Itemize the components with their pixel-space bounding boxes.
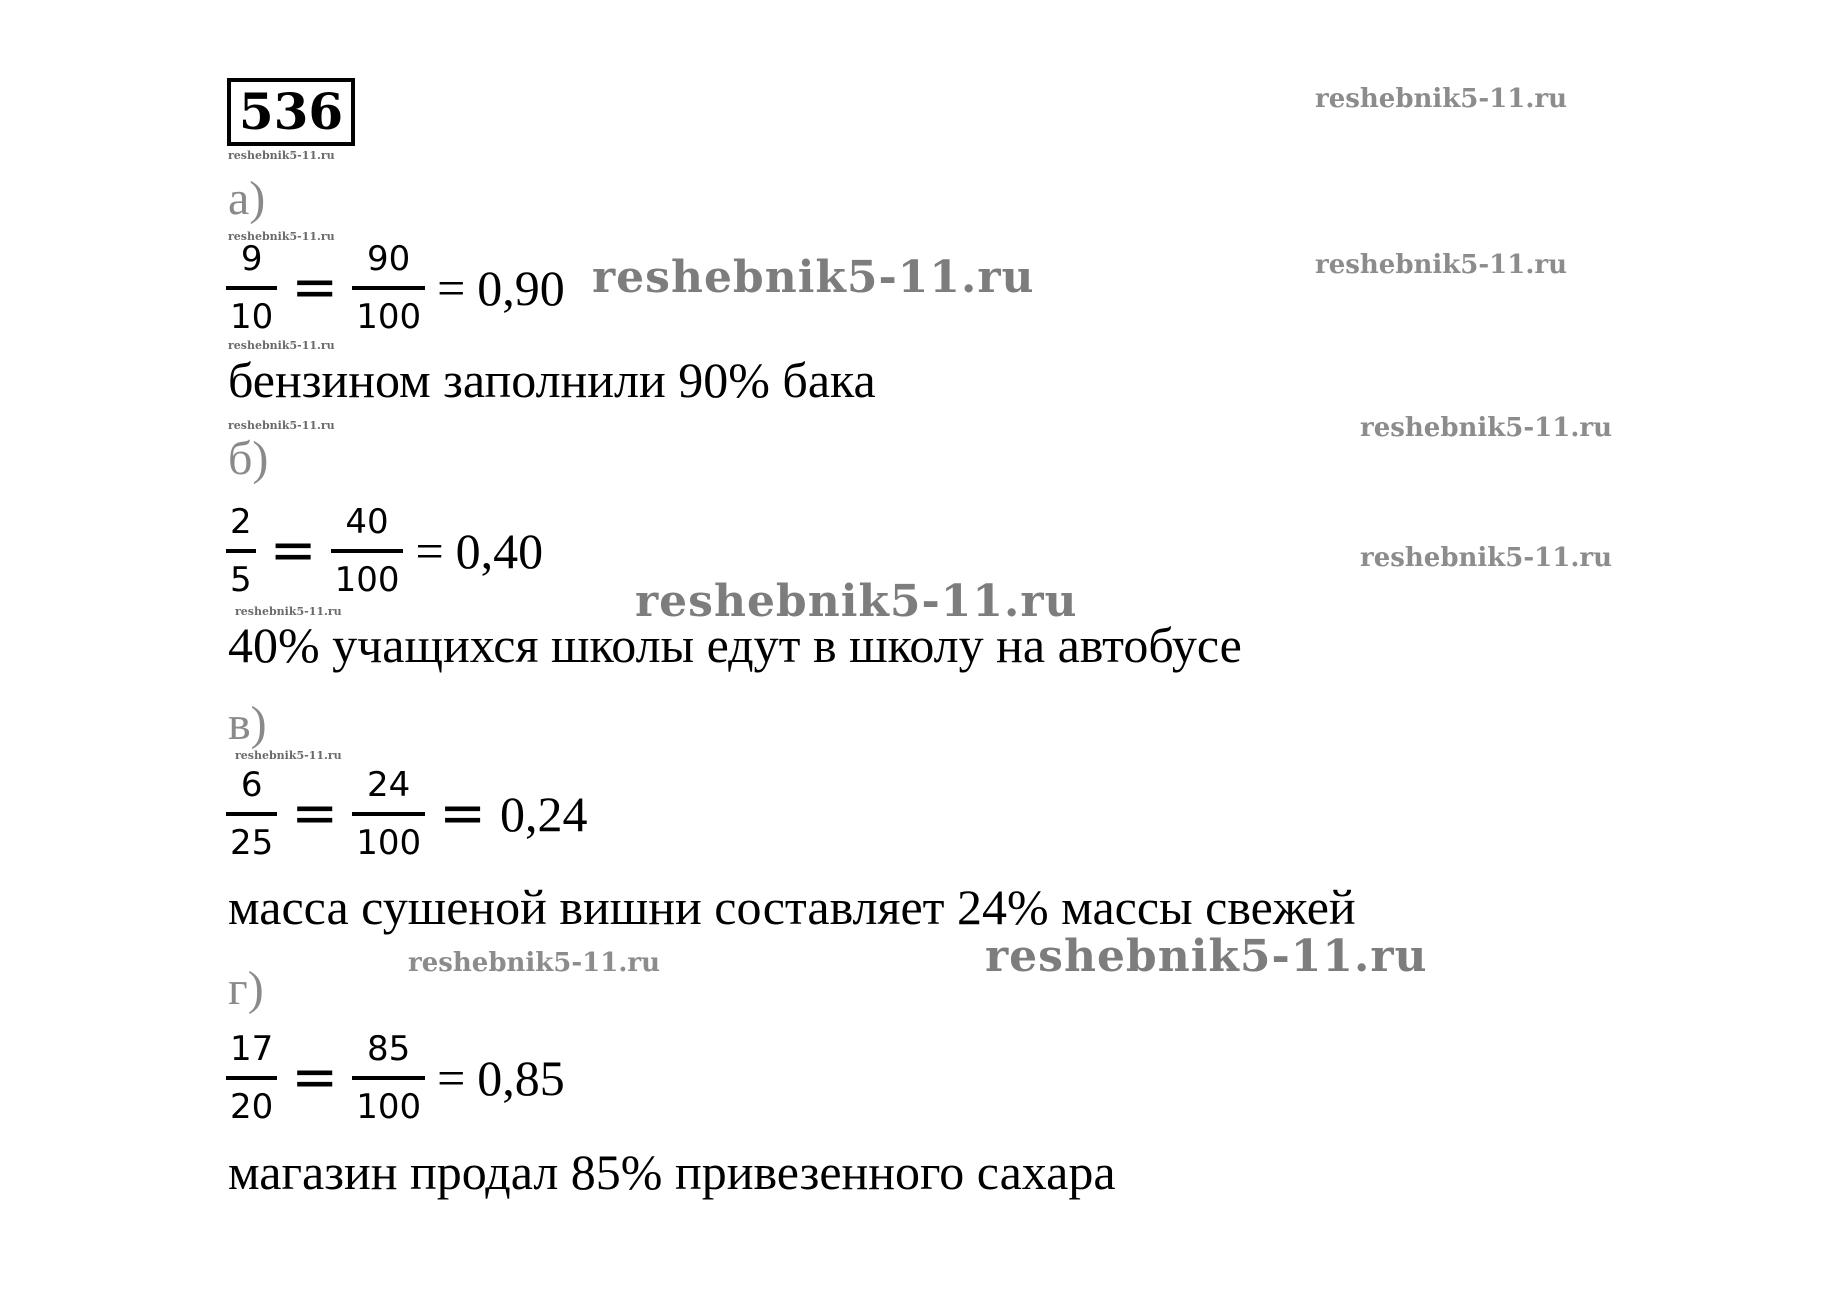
fraction-bar <box>226 812 277 816</box>
fraction-denominator: 100 <box>356 823 422 863</box>
fraction-numerator: 9 <box>240 239 263 279</box>
fraction-numerator: 6 <box>240 765 263 805</box>
fraction-denominator: 25 <box>230 823 274 863</box>
fraction-bar <box>331 549 404 553</box>
answer-sentence-c: масса сушеной вишни составляет 24% массы свежей <box>228 879 1356 935</box>
fraction <box>352 1029 425 1127</box>
fraction <box>331 502 404 600</box>
watermark: reshebnik5-11.ru <box>408 948 661 978</box>
fraction <box>226 239 277 337</box>
part-label-b: б) <box>228 432 269 485</box>
equation-b <box>226 502 544 600</box>
equals-sign: = <box>415 523 444 579</box>
fraction-bar <box>226 286 277 290</box>
fraction-denominator: 100 <box>356 297 422 337</box>
watermark: reshebnik5-11.ru <box>635 576 1078 627</box>
watermark: reshebnik5-11.ru <box>1315 84 1568 114</box>
equation-d <box>226 1029 565 1127</box>
watermark: reshebnik5-11.ru <box>228 339 335 352</box>
decimal-value: 0,85 <box>477 1050 565 1106</box>
answer-sentence-a: бензином заполнили 90% бака <box>228 352 876 408</box>
watermark: reshebnik5-11.ru <box>235 749 342 762</box>
fraction-denominator: 20 <box>230 1087 274 1127</box>
equals-sign: = <box>291 781 339 846</box>
part-label-c: в) <box>228 697 267 750</box>
fraction <box>352 239 425 337</box>
equation-c <box>226 765 588 863</box>
fraction-bar <box>226 549 256 553</box>
equals-sign: = <box>269 518 317 583</box>
equals-sign: = <box>291 255 339 320</box>
problem-number: 536 <box>238 82 344 141</box>
fraction-numerator: 2 <box>230 502 252 542</box>
fraction-numerator: 90 <box>367 239 411 279</box>
decimal-value: 0,24 <box>500 786 588 842</box>
fraction-numerator: 85 <box>367 1029 411 1069</box>
decimal-value: 0,90 <box>477 260 565 316</box>
fraction-numerator: 24 <box>367 765 411 805</box>
watermark: reshebnik5-11.ru <box>1315 250 1568 280</box>
fraction <box>352 765 425 863</box>
problem-number-box <box>227 78 355 146</box>
watermark: reshebnik5-11.ru <box>235 605 342 618</box>
fraction-bar <box>352 1076 425 1080</box>
equals-sign: = <box>437 260 466 316</box>
watermark: reshebnik5-11.ru <box>228 149 335 162</box>
fraction <box>226 1029 277 1127</box>
fraction-bar <box>226 1076 277 1080</box>
equals-sign: = <box>291 1045 339 1110</box>
equation-a <box>226 239 565 337</box>
fraction-numerator: 40 <box>345 502 389 542</box>
equals-sign: = <box>439 781 487 846</box>
part-label-a: а) <box>228 172 266 225</box>
watermark: reshebnik5-11.ru <box>592 252 1035 303</box>
equals-sign: = <box>437 1050 466 1106</box>
fraction-bar <box>352 812 425 816</box>
fraction <box>226 502 256 600</box>
fraction-numerator: 17 <box>230 1029 274 1069</box>
answer-sentence-d: магазин продал 85% привезенного сахара <box>228 1144 1116 1200</box>
fraction-bar <box>352 286 425 290</box>
watermark: reshebnik5-11.ru <box>228 419 335 432</box>
decimal-value: 0,40 <box>455 523 544 579</box>
part-label-d: г) <box>228 962 264 1015</box>
watermark: reshebnik5-11.ru <box>985 931 1428 982</box>
watermark: reshebnik5-11.ru <box>1360 413 1613 443</box>
answer-sentence-b: 40% учащихся школы едут в школу на автобусе <box>228 617 1242 673</box>
watermark: reshebnik5-11.ru <box>228 230 335 243</box>
watermark: reshebnik5-11.ru <box>1360 543 1613 573</box>
fraction-denominator: 10 <box>230 297 274 337</box>
fraction-denominator: 100 <box>356 1087 422 1127</box>
fraction-denominator: 5 <box>230 560 252 600</box>
fraction-denominator: 100 <box>334 560 400 600</box>
fraction <box>226 765 277 863</box>
